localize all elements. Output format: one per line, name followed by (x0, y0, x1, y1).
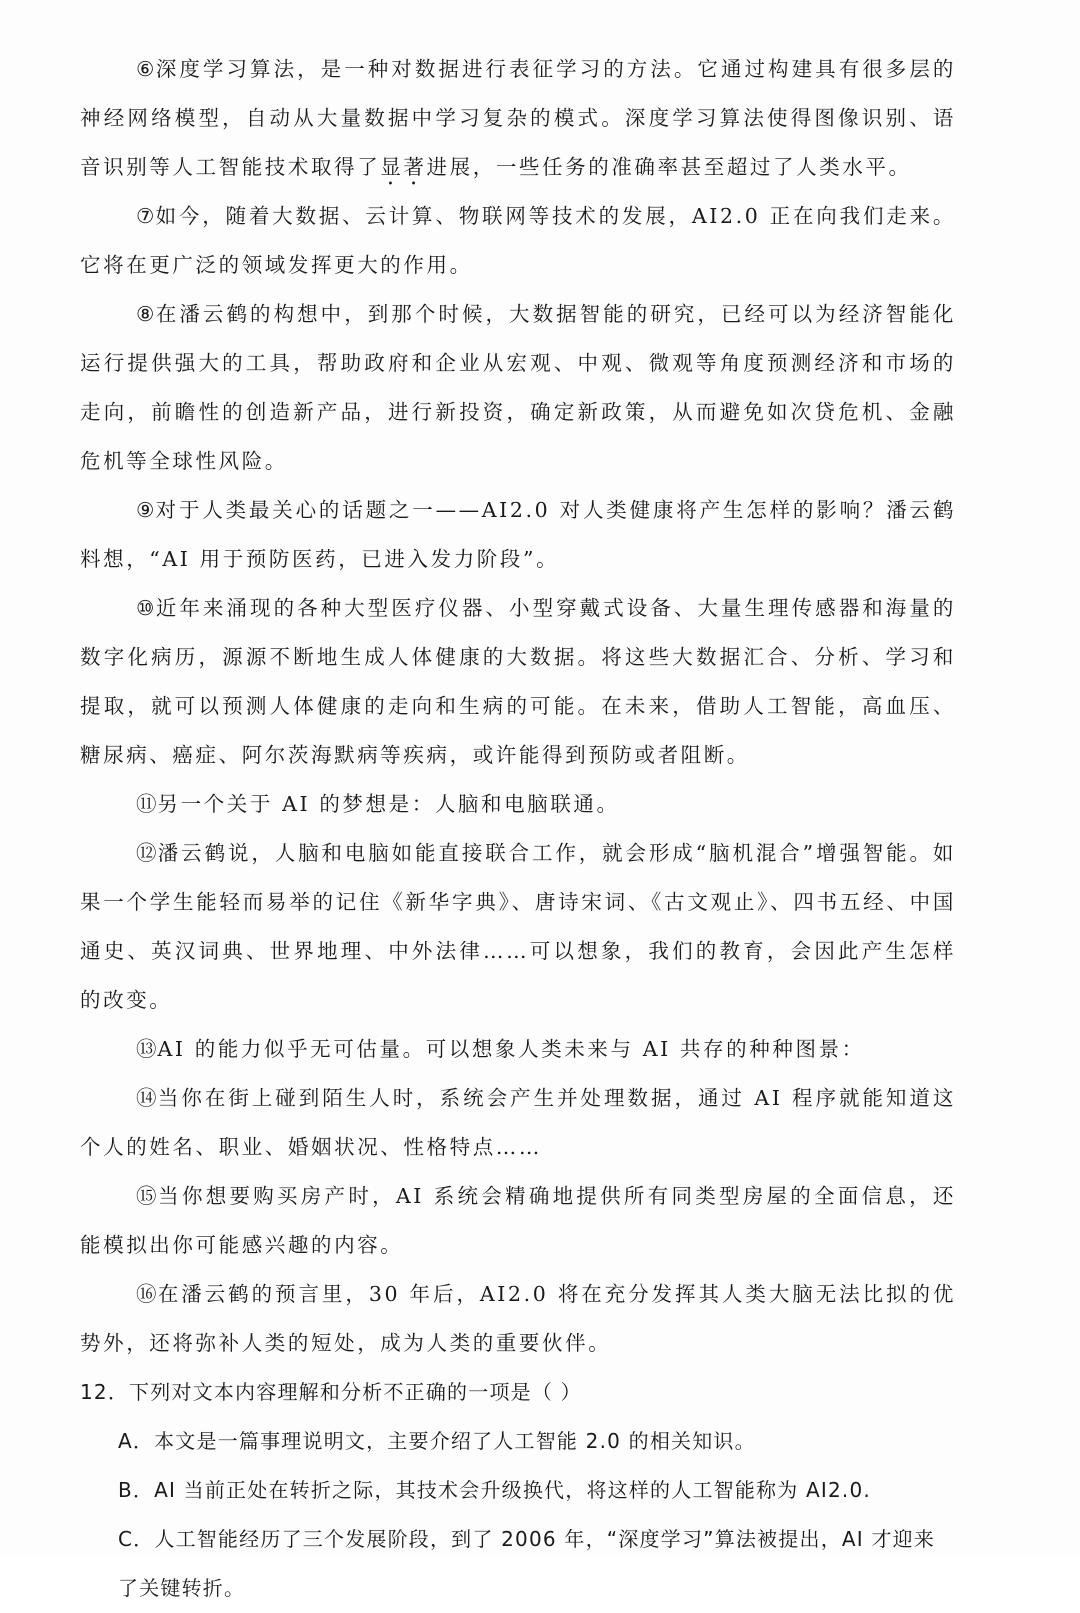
option-a (80, 1417, 956, 1466)
paragraph-text: AI 的能力似乎无可估量。可以想象人类未来与 AI 共存的种种图景： (157, 1037, 865, 1061)
paragraph-text: 潘云鹤说，人脑和电脑如能直接联合工作，就会形成“脑机混合”增强智能。如果一个学生能轻而易举的记住《新华字典》、唐诗宋词、《古文观止》、四书五经、中国通史、英汉词典、世界地理、中外法律……可以想象，我们的教育，会因此产生怎样的改变。 (80, 841, 956, 1012)
option-text: AI 当前正处在转折之际，其技术会升级换代，将这样的人工智能称为 AI2.0. (154, 1478, 871, 1502)
paragraph-marker: ⑭ (136, 1086, 158, 1110)
paragraph-marker: ⑥ (136, 57, 156, 81)
paragraph-text: 如今，随着大数据、云计算、物联网等技术的发展，AI2.0 正在向我们走来。它将在更广泛的领域发挥更大的作用。 (80, 204, 956, 277)
paragraph-text: 另一个关于 AI 的梦想是：人脑和电脑联通。 (157, 792, 620, 816)
paragraph-marker: ⑫ (136, 841, 158, 865)
article-body (80, 45, 956, 1613)
paragraph-marker: ⑮ (136, 1184, 159, 1208)
paragraph-text-tail: 进展，一些任务的准确率甚至超过了人类水平。 (426, 155, 912, 179)
paragraph-marker: ⑬ (136, 1037, 158, 1061)
paragraph-marker: ⑩ (136, 596, 156, 620)
paragraph-text: 对于人类最关心的话题之一——AI2.0 对人类健康将产生怎样的影响？潘云鹤料想，“AI 用于预防医药，已进入发力阶段”。 (80, 498, 956, 571)
option-label: A． (118, 1429, 155, 1453)
paragraph-14 (80, 1074, 956, 1172)
paragraph-16 (80, 1270, 956, 1368)
option-line-1 (80, 1515, 956, 1564)
paragraph-7 (80, 192, 956, 290)
paragraph-text: 在潘云鹤的构想中，到那个时候，大数据智能的研究，已经可以为经济智能化运行提供强大的工具，帮助政府和企业从宏观、中观、微观等角度预测经济和市场的走向，前瞻性的创造新产品，进行新投资，确定新政策，从而避免如次贷危机、金融危机等全球性风险。 (80, 302, 956, 473)
paragraph-text: 在潘云鹤的预言里，30 年后，AI2.0 将在充分发挥其人类大脑无法比拟的优势外，还将弥补人类的短处，成为人类的重要伙伴。 (80, 1282, 957, 1355)
paragraph-6 (80, 45, 956, 192)
paragraph-10 (80, 584, 956, 780)
paragraph-marker: ⑦ (136, 204, 156, 228)
paragraph-text: 深度学习算法，是一种对数据进行表征学习的方法。它通过构建具有很多层的神经网络模型，自动从大量数据中学习复杂的模式。深度学习算法使得图像识别、语音识别等人工智能技术取得了 (80, 57, 956, 179)
paragraph-11 (80, 780, 956, 829)
paragraph-text: 近年来涌现的各种大型医疗仪器、小型穿戴式设备、大量生理传感器和海量的数字化病历，源源不断地生成人体健康的大数据。将这些大数据汇合、分析、学习和提取，就可以预测人体健康的走向和生病的可能。在未来，借助人工智能，高血压、糖尿病、癌症、阿尔茨海默病等疾病，或许能得到预防或者阻断。 (80, 596, 956, 767)
paragraph-text: 当你想要购买房产时，AI 系统会精确地提供所有同类型房屋的全面信息，还能模拟出你可能感兴趣的内容。 (80, 1184, 956, 1257)
paragraph-15 (80, 1172, 956, 1270)
question-stem: 12．下列对文本内容理解和分析不正确的一项是（ ） (80, 1380, 582, 1404)
paragraph-marker: ⑯ (136, 1282, 158, 1306)
option-c (80, 1515, 956, 1613)
option-line-2: 了关键转折。 (118, 1576, 246, 1600)
option-text: 本文是一篇事理说明文，主要介绍了人工智能 2.0 的相关知识。 (154, 1429, 756, 1453)
option-label: B． (118, 1478, 155, 1502)
paragraph-12 (80, 829, 956, 1025)
emphasized-word: 显著 (380, 155, 427, 179)
paragraph-text: 当你在街上碰到陌生人时，系统会产生并处理数据，通过 AI 程序就能知道这个人的姓名、职业、婚姻状况、性格特点…… (80, 1086, 956, 1159)
paragraph-marker: ⑧ (136, 302, 156, 326)
paragraph-marker: ⑪ (136, 792, 158, 816)
paragraph-8 (80, 290, 956, 486)
paragraph-13 (80, 1025, 956, 1074)
option-text: 人工智能经历了三个发展阶段，到了 2006 年，“深度学习”算法被提出，AI 才迎来 (154, 1527, 936, 1551)
paragraph-9 (80, 486, 956, 584)
option-b (80, 1466, 956, 1515)
paragraph-marker: ⑨ (136, 498, 156, 522)
option-label: C． (118, 1527, 155, 1551)
